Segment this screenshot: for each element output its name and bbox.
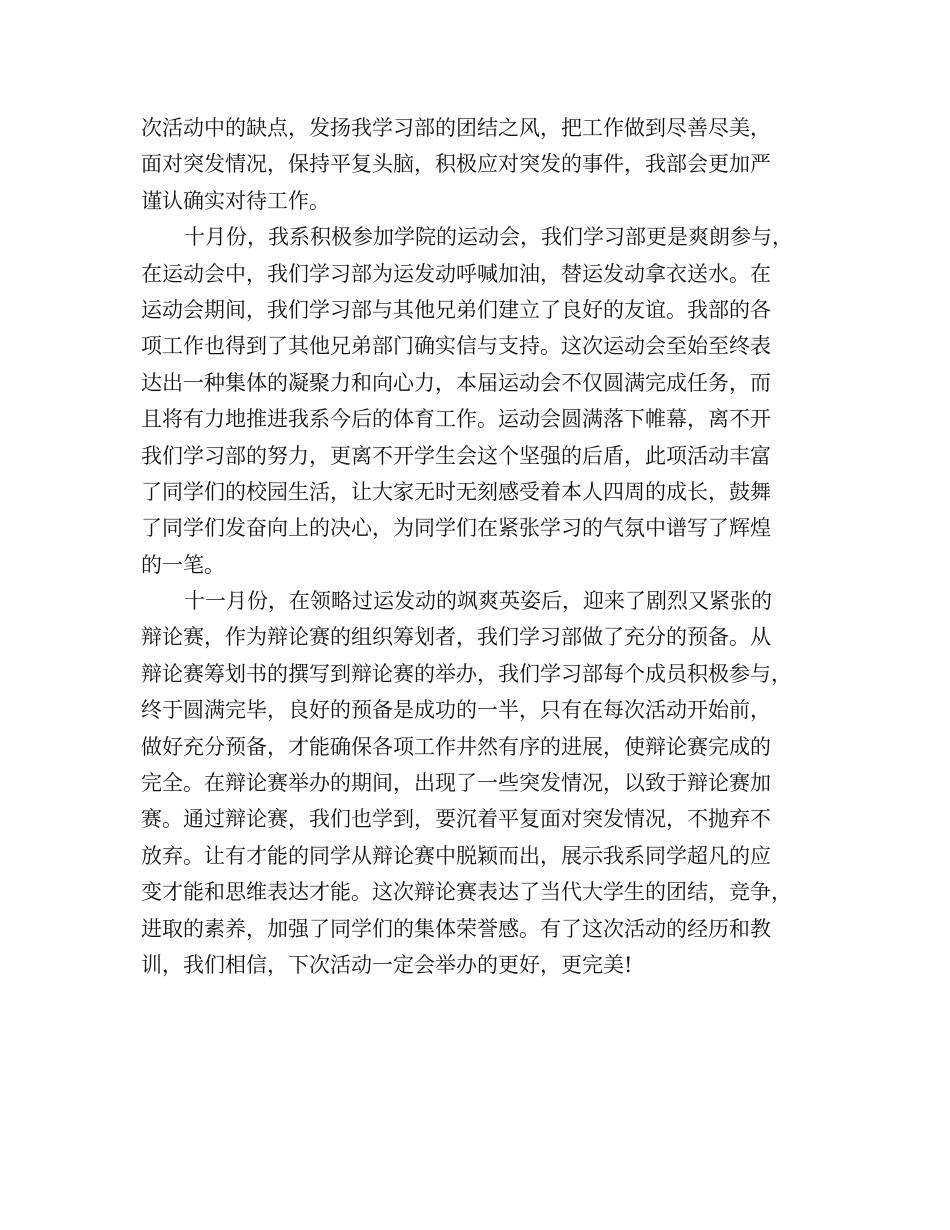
- text-line: 辩论赛筹划书的撰写到辩论赛的举办，我们学习部每个成员积极参与，: [141, 661, 792, 686]
- text-line: 且将有力地推进我系今后的体育工作。运动会圆满落下帷幕，离不开: [141, 407, 771, 432]
- text-line: 的一笔。: [141, 552, 225, 577]
- text-line: 运动会期间，我们学习部与其他兄弟们建立了良好的友谊。我部的各: [141, 297, 771, 322]
- paragraph: [141, 219, 831, 583]
- text-line: 变才能和思维表达才能。这次辩论赛表达了当代大学生的团结，竞争，: [141, 880, 792, 905]
- text-line: 终于圆满完毕，良好的预备是成功的一半，只有在每次活动开始前，: [141, 698, 771, 723]
- text-line: 十月份，我系积极参加学院的运动会，我们学习部更是爽朗参与，: [184, 225, 793, 250]
- text-line: 在运动会中，我们学习部为运发动呼喊加油，替运发动拿衣送水。在: [141, 261, 771, 286]
- paragraph: [141, 583, 831, 983]
- text-line: 次活动中的缺点，发扬我学习部的团结之风，把工作做到尽善尽美，: [141, 116, 771, 140]
- text-line: 谨认确实对待工作。: [141, 188, 330, 213]
- text-line: 进取的素养，加强了同学们的集体荣誉感。有了这次活动的经历和教: [141, 916, 771, 941]
- text-line: 了同学们的校园生活，让大家无时无刻感受着本人四周的成长，鼓舞: [141, 479, 771, 504]
- text-line: 我们学习部的努力，更离不开学生会这个坚强的后盾，此项活动丰富: [141, 443, 771, 468]
- text-line: 做好充分预备，才能确保各项工作井然有序的进展，使辩论赛完成的: [141, 734, 771, 759]
- text-line: 放弃。让有才能的同学从辩论赛中脱颖而出，展示我系同学超凡的应: [141, 843, 771, 868]
- text-line: 面对突发情况，保持平复头脑，积极应对突发的事件，我部会更加严: [141, 152, 771, 177]
- text-line: 了同学们发奋向上的决心，为同学们在紧张学习的气氛中谱写了辉煌: [141, 516, 771, 541]
- text-line: 训，我们相信，下次活动一定会举办的更好，更完美!: [141, 952, 633, 977]
- text-line: 十一月份，在领略过运发动的飒爽英姿后，迎来了剧烈又紧张的: [184, 589, 772, 614]
- text-line: 完全。在辩论赛举办的期间，出现了一些突发情况，以致于辩论赛加: [141, 771, 771, 796]
- text-line: 赛。通过辩论赛，我们也学到，要沉着平复面对突发情况，不抛弃不: [141, 807, 771, 832]
- text-line: 项工作也得到了其他兄弟部门确实信与支持。这次运动会至始至终表: [141, 334, 771, 359]
- text-line: 辩论赛，作为辩论赛的组织筹划者，我们学习部做了充分的预备。从: [141, 625, 771, 650]
- text-line: 达出一种集体的凝聚力和向心力，本届运动会不仅圆满完成任务，而: [141, 370, 771, 395]
- paragraph: [141, 110, 831, 219]
- document-body: [141, 110, 831, 983]
